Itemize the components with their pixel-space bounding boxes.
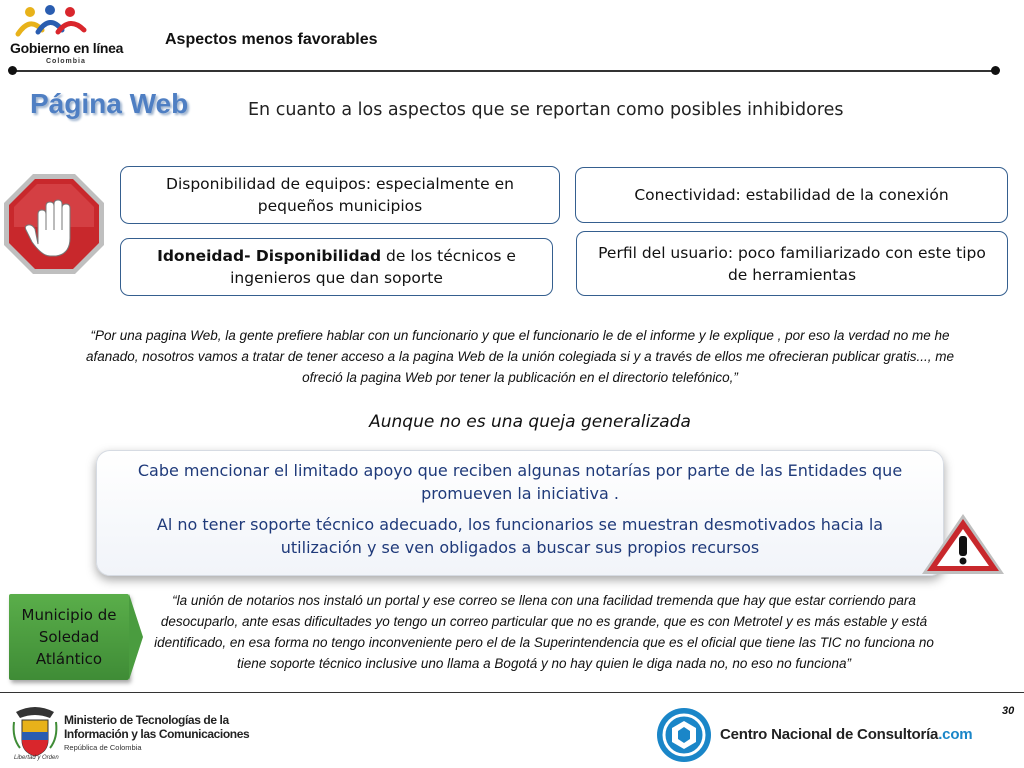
- suitability-rest-text: de los técnicos e ingenieros que dan soporte: [230, 247, 516, 287]
- gel-logo-text: Gobierno en línea: [10, 40, 124, 56]
- inhibitor-box-suitability: [120, 238, 553, 296]
- ministry-name: [64, 713, 249, 741]
- cnc-name-suffix: .com: [938, 726, 973, 743]
- cnc-logo-icon: [656, 707, 712, 763]
- inhibitor-box-user-profile: Perfil del usuario: poco familiarizado con este tipo de herramientas: [576, 231, 1008, 296]
- divider-dot-right: [991, 66, 1000, 75]
- footer-divider: [0, 692, 1024, 693]
- ministry-name-line-2: Información y las Comunicaciones: [64, 727, 250, 741]
- page-number: 30: [1002, 705, 1015, 717]
- quote-web-page: “Por una pagina Web, la gente prefiere hablar con un funcionario y que el funcionario le de el informe y le explique , por eso la verdad no me he afanado, nosotros vamos a tratar de tener acceso a la pagina Web de la unión colegiada si y a través de ellos me ofrecieran publicar gratis..., me ofreció la pagina Web por tener la publicación en el directorio telefónico,”: [86, 328, 954, 385]
- suitability-bold-label: Idoneidad- Disponibilidad: [157, 247, 382, 265]
- municipality-tag: Municipio de Soledad Atlántico: [9, 594, 129, 680]
- not-general-complaint-heading: Aunque no es una queja generalizada: [369, 412, 691, 432]
- page-subtitle: En cuanto a los aspectos que se reportan como posibles inhibidores: [248, 100, 844, 120]
- stop-hand-icon: [2, 172, 106, 276]
- support-callout-paragraph-2: Al no tener soporte técnico adecuado, los funcionarios se muestran desmotivados hacia la utilización y se ven obligados a buscar sus propios recursos: [156, 515, 884, 557]
- warning-icon: [920, 512, 1006, 576]
- page-title: Página Web: [30, 88, 189, 119]
- support-callout-paragraph-1: Cabe mencionar el limitado apoyo que reciben algunas notarías por parte de las Entidades que promueven la iniciativa .: [137, 461, 903, 503]
- ministry-country: República de Colombia: [64, 743, 142, 752]
- cnc-name-main: Centro Nacional de Consultoría: [720, 726, 939, 743]
- section-title: Aspectos menos favorables: [165, 31, 378, 48]
- support-callout-box: [96, 450, 944, 576]
- inhibitor-box-equipment: Disponibilidad de equipos: especialmente en pequeños municipios: [120, 166, 560, 224]
- ministry-motto: Libertad y Orden: [14, 755, 59, 761]
- inhibitor-box-connectivity: Conectividad: estabilidad de la conexión: [575, 167, 1008, 223]
- ministry-name-line-1: Ministerio de Tecnologías de la: [64, 713, 229, 727]
- header-divider: [12, 70, 996, 72]
- divider-dot-left: [8, 66, 17, 75]
- colombia-coat-of-arms-icon: [10, 702, 60, 762]
- cnc-name: [720, 726, 972, 743]
- gel-logo-subtext: Colombia: [46, 58, 86, 65]
- quote-notaries: “la unión de notarios nos instaló un portal y ese correo se llena con una facilidad tremenda que hay que estar corriendo para desocuparlo, ante esas dificultades yo tengo un correo particular que no es grande, que es con Metrotel y es más estable y está identificado, en esa forma no tengo inconveniente pero el de la Superintendencia que es el oficial que tiene las TIC no funciona no tiene soporte técnico inclusive uno llama a Bogotá y no hay quien le diga nada no, no eso no funciona”: [154, 593, 934, 671]
